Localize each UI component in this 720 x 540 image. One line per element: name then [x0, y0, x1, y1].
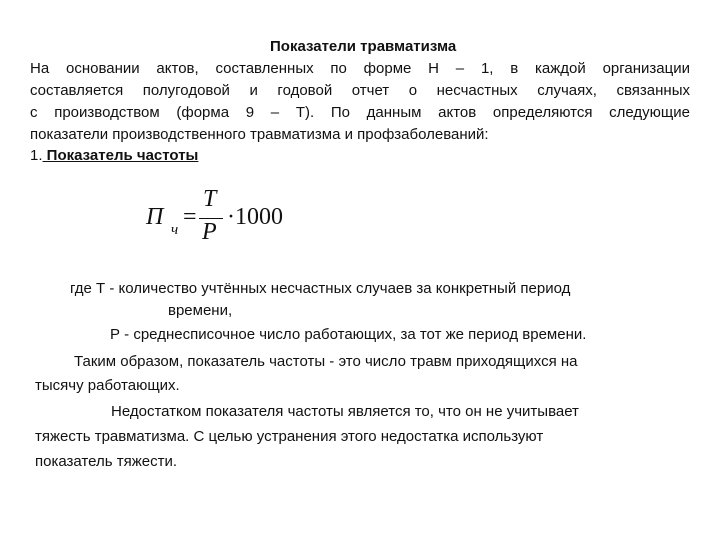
summary-line: Таким образом, показатель частоты - это число травм приходящихся на [74, 353, 578, 370]
intro-line: показатели производственного травматизма и профзаболеваний: [30, 126, 489, 143]
item-number: 1. [30, 147, 43, 164]
where-line-p: Р - среднесписочное число работающих, за тот же период времени. [110, 326, 587, 343]
frequency-item [30, 147, 198, 164]
intro-line: составляется полугодовой и годовой отчет о несчастных случаях, связанных [30, 82, 690, 99]
where-line-t: где Т - количество учтённых несчастных случаев за конкретный период [70, 280, 571, 297]
frequency-heading: Показатель частоты [42, 147, 199, 164]
where-line-t-cont: времени, [168, 302, 233, 319]
intro-paragraph [30, 58, 690, 146]
formula-lhs: П [146, 204, 164, 230]
drawback-line: показатель тяжести. [35, 453, 177, 470]
formula-subscript: ч [171, 222, 179, 238]
formula-multiplier: ·1000 [227, 204, 283, 230]
intro-line: На основании актов, составленных по форме Н – 1, в каждой организации [30, 60, 690, 77]
drawback-line: Недостатком показателя частоты является то, что он не учитывает [111, 403, 579, 420]
slide-title: Показатели травматизма [270, 38, 457, 55]
frequency-formula [146, 186, 296, 250]
drawback-line: тяжесть травматизма. С целью устранения этого недостатка используют [35, 428, 544, 445]
summary-line: тысячу работающих. [35, 377, 180, 394]
formula-denominator: Р [202, 219, 217, 245]
intro-line: с производством (форма 9 – Т). По данным актов определяются следующие [30, 104, 690, 121]
formula-equals: = [183, 204, 197, 230]
formula-numerator: Т [203, 186, 217, 212]
